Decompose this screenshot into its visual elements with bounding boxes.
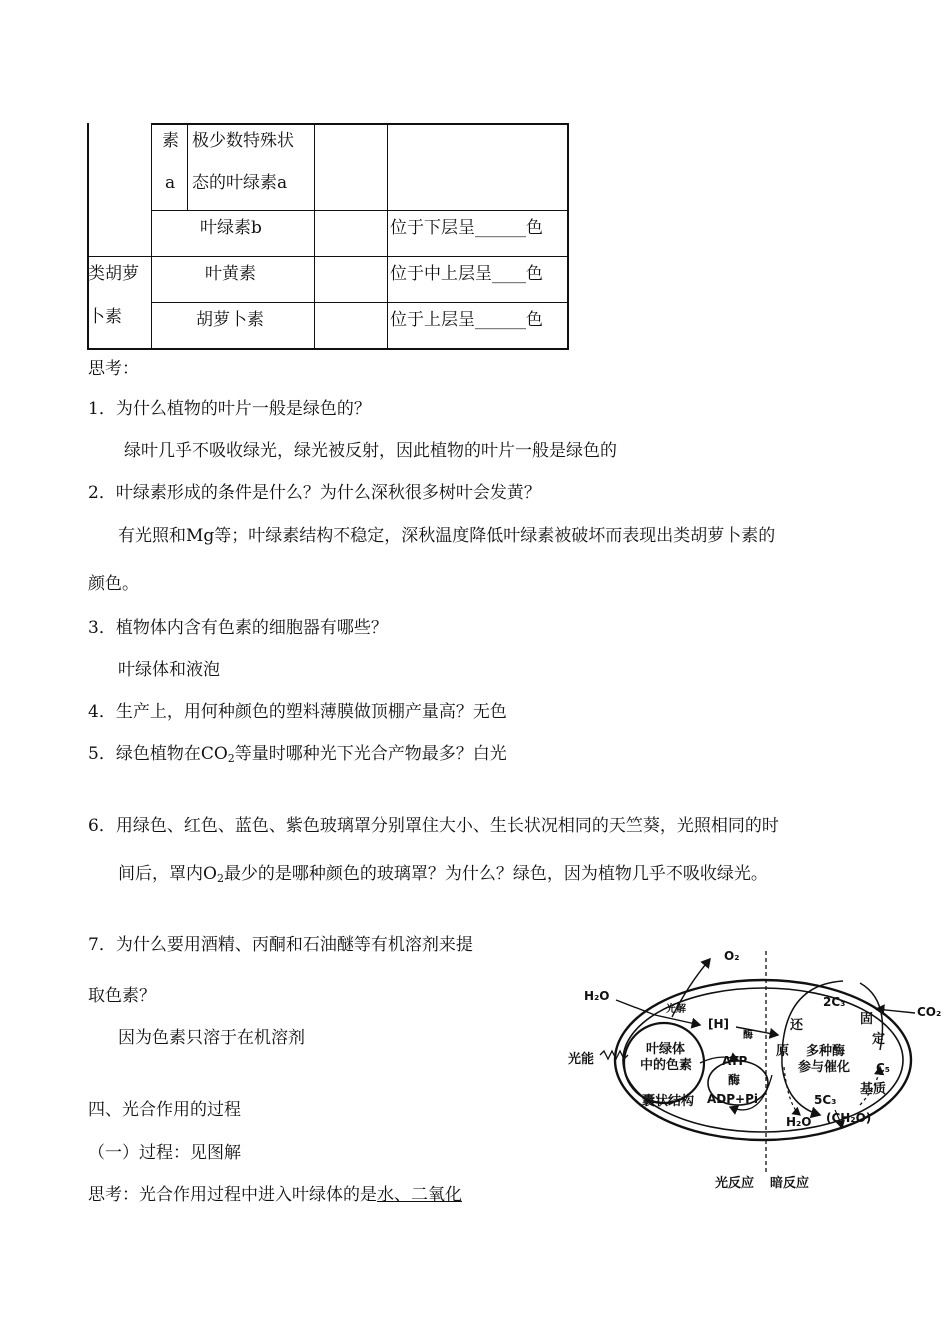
think-question-answer: 水、二氧化: [377, 1185, 462, 1205]
label-h2o-out: H₂O: [786, 1115, 812, 1129]
label-5c3: 5C₃: [814, 1093, 837, 1107]
table-row-line: [87, 256, 569, 257]
table-cell: 素: [162, 131, 179, 151]
question-7-cont: 取色素？: [88, 986, 156, 1006]
label-2c3: 2C₃: [823, 995, 846, 1009]
question-6: 6．用绿色、红色、蓝色、紫色玻璃罩分别罩住大小、生长状况相同的天竺葵，光照相同的时: [88, 816, 779, 836]
label-enzyme-2: 酶: [728, 1073, 741, 1087]
label-photolysis: 光解: [666, 1004, 686, 1015]
label-enzymes: 多种酶: [806, 1044, 846, 1059]
question-1: 1．为什么植物的叶片一般是绿色的？: [88, 399, 371, 419]
question-4: 4．生产上，用何种颜色的塑料薄膜做顶棚产量高？无色: [88, 702, 507, 722]
label-reduction-1: 还: [790, 1018, 804, 1033]
question-7: 7．为什么要用酒精、丙酮和石油醚等有机溶剂来提: [88, 935, 473, 955]
label-h2o-in: H₂O: [584, 989, 610, 1003]
question-6-text: 最少的是哪种颜色的玻璃罩？为什么？绿色，因为植物几乎不吸收绿光。: [223, 864, 768, 884]
question-2: 2．叶绿素形成的条件是什么？为什么深秋很多树叶会发黄？: [88, 483, 541, 503]
table-divider: [187, 123, 188, 211]
think-label: 思考：: [88, 359, 139, 379]
answer-2: 有光照和Mg等；叶绿素结构不稳定，深秋温度降低叶绿素被破坏而表现出类胡萝卜素的: [118, 526, 776, 546]
label-thylakoid: 囊状结构: [642, 1094, 695, 1109]
answer-2-cont: 颜色。: [88, 574, 139, 594]
think-question-text: 思考：光合作用过程中进入叶绿体的是: [88, 1185, 377, 1205]
table-divider: [314, 123, 315, 350]
answer-7: 因为色素只溶于在机溶剂: [118, 1028, 305, 1048]
table-cell: 叶黄素: [205, 264, 256, 284]
subscript: 2: [216, 872, 224, 885]
table-cell: 胡萝卜素: [196, 310, 264, 330]
label-atp: ATP: [722, 1054, 748, 1068]
label-o2: O₂: [724, 949, 740, 963]
table-cell: 叶绿素b: [200, 218, 262, 238]
table-border-bottom: [87, 348, 569, 350]
label-dark-reaction: 暗反应: [770, 1176, 810, 1191]
label-c5: C₅: [876, 1061, 891, 1075]
table-divider: [387, 123, 388, 350]
answer-3: 叶绿体和液泡: [118, 660, 220, 680]
subscript: 2: [227, 752, 235, 765]
table-cell: 类胡萝: [88, 264, 139, 284]
table-cell: 位于中上层呈____色: [390, 264, 543, 284]
label-fixation-1: 固: [860, 1012, 874, 1027]
label-pigment-1: 叶绿体: [646, 1042, 686, 1057]
label-ch2o: (CH₂O): [826, 1111, 872, 1125]
label-light-energy: 光能: [568, 1052, 595, 1067]
answer-1: 绿叶几乎不吸收绿光，绿光被反射，因此植物的叶片一般是绿色的: [124, 441, 617, 461]
table-cell: 态的叶绿素a: [192, 173, 288, 193]
label-enzyme-1: 酶: [743, 1030, 753, 1041]
question-5-text: 等量时哪种光下光合产物最多？白光: [234, 744, 507, 764]
label-pigment-2: 中的色素: [640, 1058, 693, 1073]
photosynthesis-diagram: [560, 945, 945, 1195]
table-cell: 位于下层呈______色: [390, 218, 543, 238]
subsection-heading: （一）过程：见图解: [88, 1143, 241, 1163]
label-co2: CO₂: [917, 1005, 942, 1019]
table-cell: 极少数特殊状: [192, 131, 294, 151]
question-3: 3．植物体内含有色素的细胞器有哪些？: [88, 618, 388, 638]
table-row-line: [151, 302, 569, 303]
label-catalysis: 参与催化: [798, 1060, 851, 1075]
question-5: [88, 743, 507, 770]
label-fixation-2: 定: [872, 1032, 886, 1047]
label-adp: ADP+Pi: [707, 1092, 759, 1106]
table-cell: 卜素: [88, 307, 122, 327]
label-light-reaction: 光反应: [715, 1176, 755, 1191]
think-question: [88, 1184, 462, 1206]
table-border-top: [151, 123, 569, 125]
table-cell: a: [165, 173, 176, 193]
table-divider: [151, 123, 152, 350]
table-cell: 位于上层呈______色: [390, 310, 543, 330]
question-6-cont: [118, 863, 768, 890]
question-6-text: 间后，罩内O: [118, 864, 217, 884]
table-border-right: [567, 123, 569, 350]
label-h: [H]: [708, 1017, 730, 1031]
table-row-line: [151, 210, 569, 211]
label-stroma: 基质: [860, 1082, 887, 1097]
question-5-text: 5．绿色植物在CO: [88, 744, 228, 764]
section-heading: 四、光合作用的过程: [88, 1100, 241, 1120]
label-reduction-2: 原: [776, 1044, 790, 1059]
